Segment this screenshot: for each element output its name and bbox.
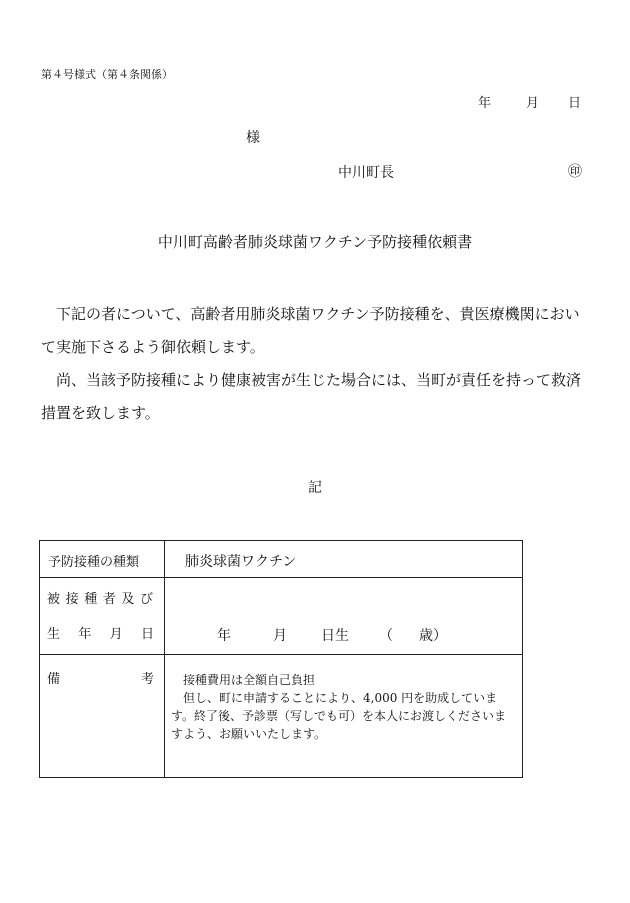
age-open-paren: （ xyxy=(379,628,393,644)
vaccine-type-label: 予防接種の種類 xyxy=(48,555,140,570)
date-line xyxy=(478,92,581,111)
table-row-recipient xyxy=(40,578,523,655)
document-title: 中川町高齢者肺炎球菌ワクチン予防接種依頼書 xyxy=(157,233,473,251)
label-char: 月 xyxy=(109,627,123,642)
label-char: 接 xyxy=(65,592,80,607)
label-char: 者 xyxy=(102,592,117,607)
label-char: 生 xyxy=(47,627,61,642)
notes-line-2: 但し、町に申請することにより、4,000 円を助成しています。終了後、予診票（写しでも可）を本人にお渡しくださいますよう、お願いいたします。 xyxy=(171,691,507,741)
ki-heading: 記 xyxy=(308,480,322,496)
addressee-suffix: 様 xyxy=(246,130,260,146)
label-char: 及 xyxy=(121,592,136,607)
label-char: 被 xyxy=(47,592,62,607)
birthdate-value xyxy=(165,578,522,645)
body-paragraph-1: 下記の者について、高齢者用肺炎球菌ワクチン予防接種を、貴医療機関において実施下さるよう御依頼します。 xyxy=(41,305,580,356)
label-char: 年 xyxy=(78,627,92,642)
table-row-notes xyxy=(40,655,523,778)
label-char: 日 xyxy=(140,627,154,642)
date-day-label: 日 xyxy=(568,96,582,111)
table-row-vaccine-type xyxy=(40,541,523,578)
label-char: 種 xyxy=(84,592,99,607)
date-month-label: 月 xyxy=(526,96,540,111)
label-char: び xyxy=(139,592,154,607)
request-table xyxy=(39,540,523,778)
notes-label xyxy=(40,655,164,687)
birth-day-label: 日生 xyxy=(321,628,349,644)
body-text xyxy=(41,298,590,430)
notes-value xyxy=(165,655,522,743)
form-number: 第４号様式（第４条関係） xyxy=(41,68,173,81)
birthdate-label xyxy=(40,607,164,642)
label-char: 備 xyxy=(47,672,61,687)
label-char: 考 xyxy=(140,672,154,687)
recipient-label xyxy=(40,578,164,607)
date-year-label: 年 xyxy=(478,96,492,111)
birth-year-label: 年 xyxy=(217,628,231,644)
seal-mark: ㊞ xyxy=(568,164,582,180)
body-paragraph-2: 尚、当該予防接種により健康被害が生じた場合には、当町が責任を持って救済措置を致します。 xyxy=(41,371,582,422)
sender-name: 中川町長 xyxy=(338,165,394,181)
vaccine-type-value: 肺炎球菌ワクチン xyxy=(185,554,297,570)
birth-month-label: 月 xyxy=(273,628,287,644)
notes-line-1: 接種費用は全額自己負担 xyxy=(183,673,316,687)
age-label: 歳） xyxy=(419,628,447,644)
